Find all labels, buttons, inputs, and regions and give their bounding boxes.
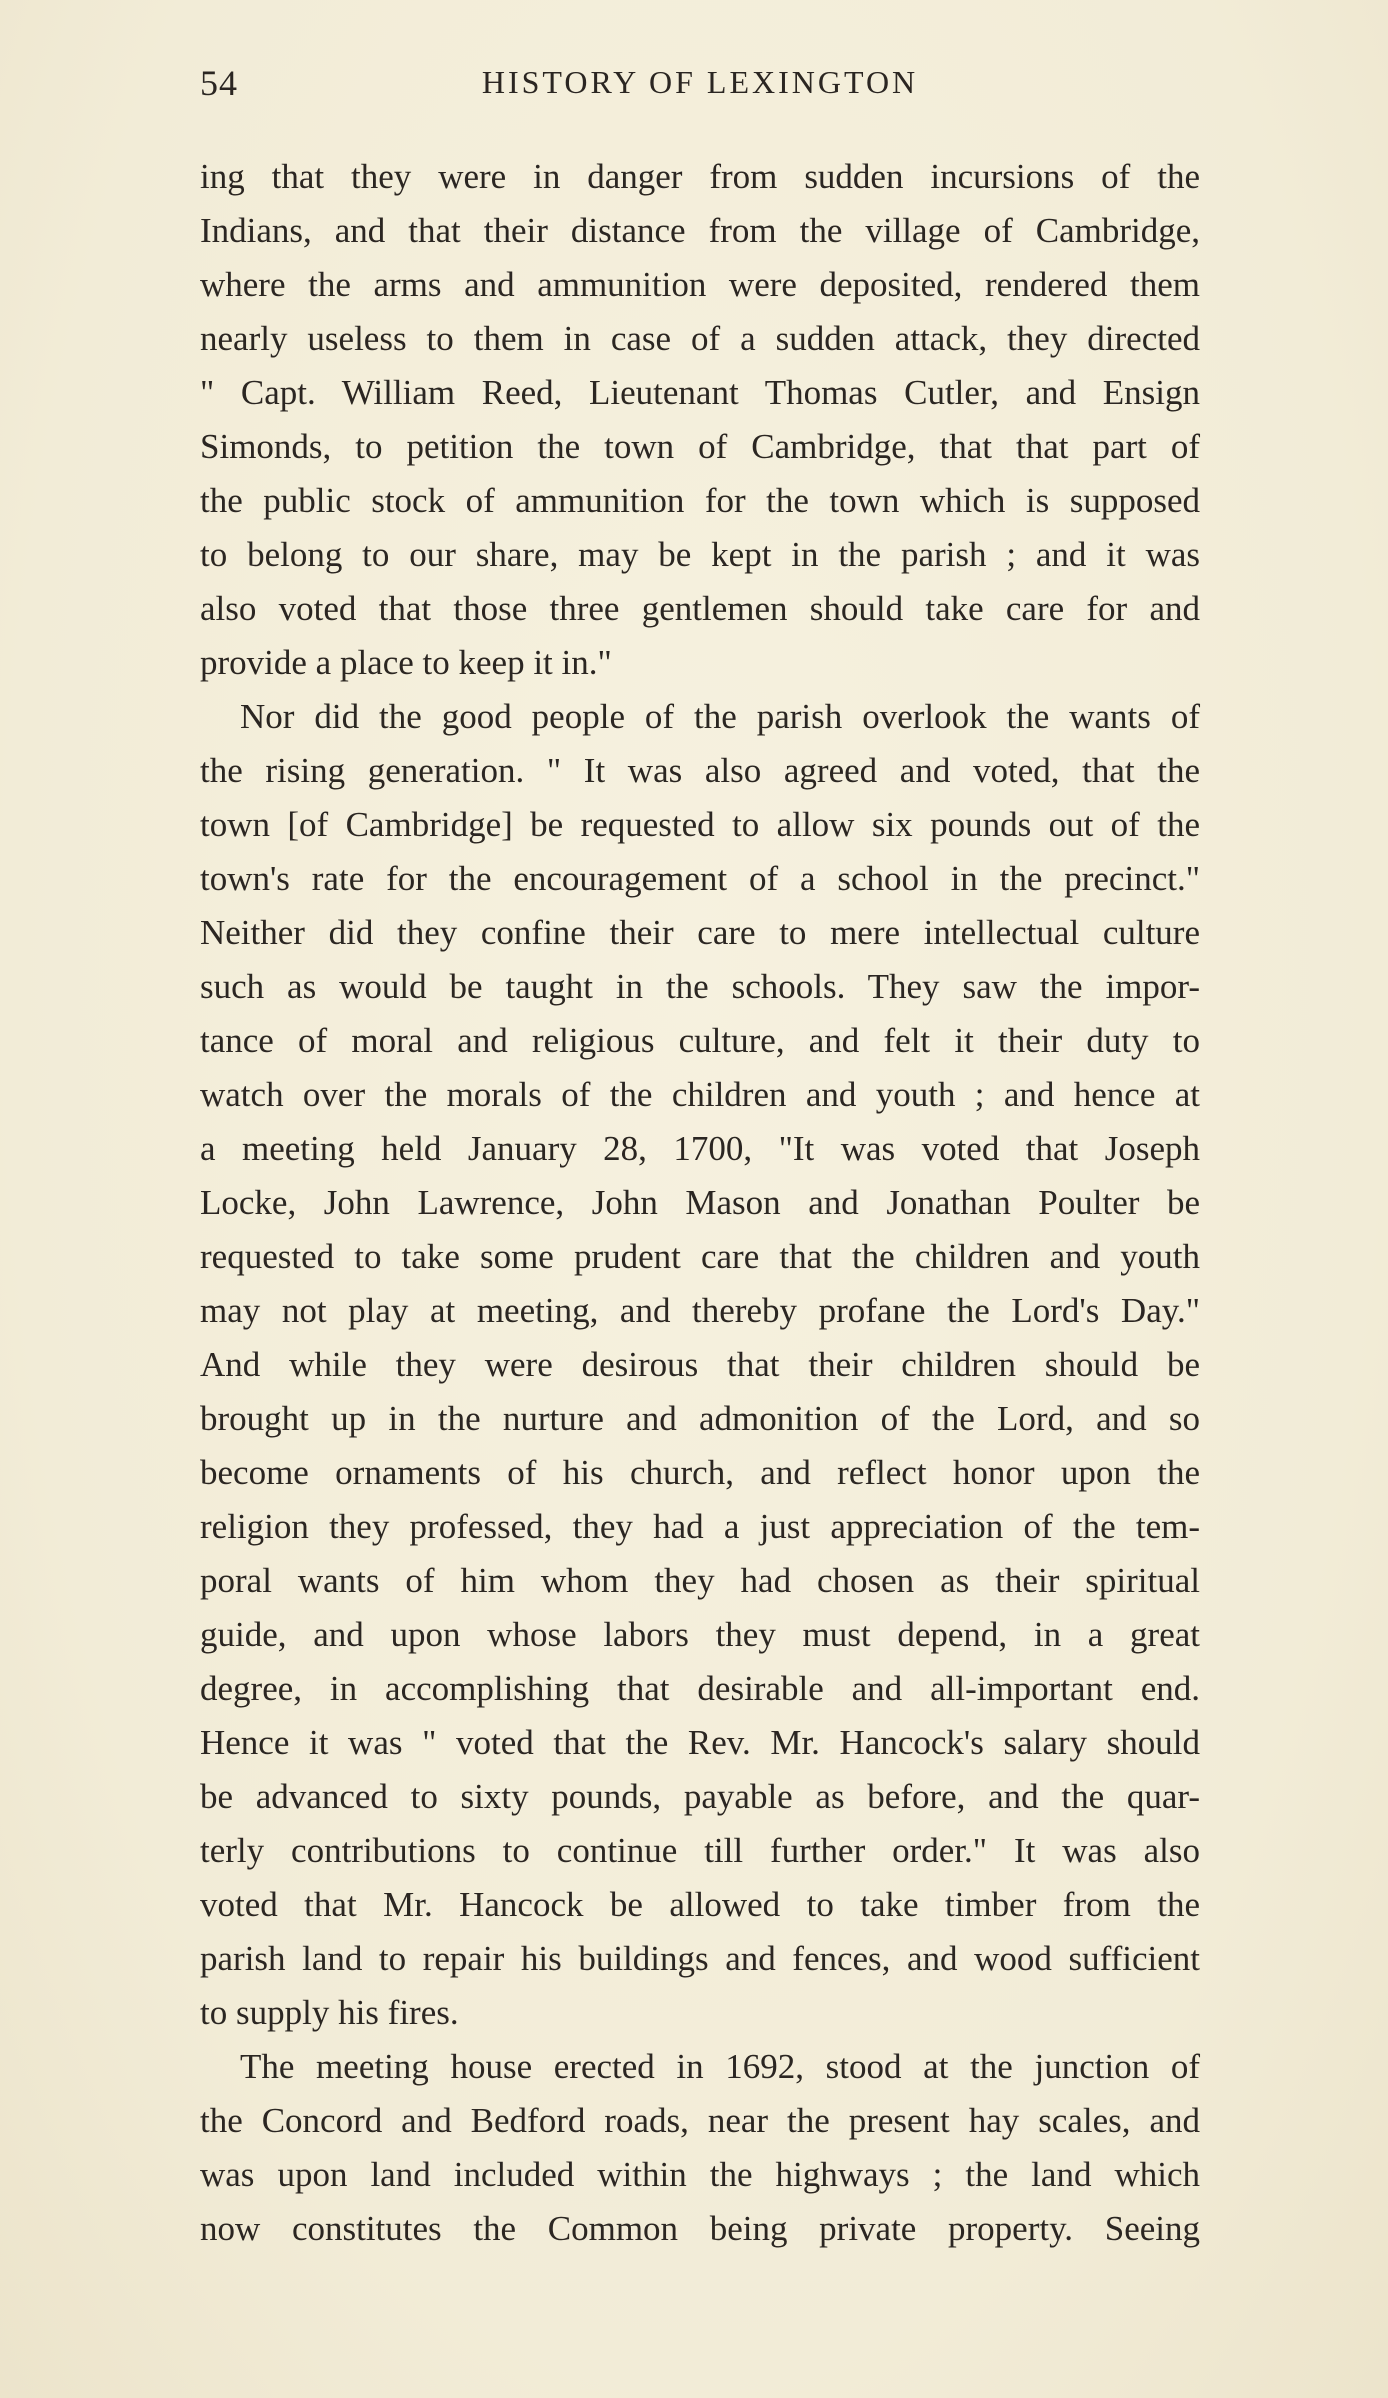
text-line: voted that Mr. Hancock be allowed to take timber from the bbox=[200, 1885, 1200, 1924]
text-line: a meeting held January 28, 1700, "It was voted that Joseph bbox=[200, 1129, 1200, 1168]
text-line: " Capt. William Reed, Lieutenant Thomas Cutler, and Ensign bbox=[200, 373, 1200, 412]
running-head bbox=[200, 62, 1200, 112]
text-line: And while they were desirous that their children should be bbox=[200, 1345, 1200, 1384]
text-line: become ornaments of his church, and reflect honor upon the bbox=[200, 1453, 1200, 1492]
text-line: such as would be taught in the schools. They saw the impor- bbox=[200, 967, 1200, 1006]
text-line: now constitutes the Common being private property. Seeing bbox=[200, 2209, 1200, 2248]
text-line: Indians, and that their distance from the village of Cambridge, bbox=[200, 211, 1200, 250]
text-line: provide a place to keep it in." bbox=[200, 643, 612, 682]
text-line: brought up in the nurture and admonition of the Lord, and so bbox=[200, 1399, 1200, 1438]
text-line: was upon land included within the highways ; the land which bbox=[200, 2155, 1200, 2194]
text-line: Neither did they confine their care to mere intellectual culture bbox=[200, 913, 1200, 952]
running-head-title: HISTORY OF LEXINGTON bbox=[481, 64, 919, 100]
text-line: religion they professed, they had a just appreciation of the tem- bbox=[200, 1507, 1200, 1546]
text-line: Simonds, to petition the town of Cambridge, that that part of bbox=[200, 427, 1200, 466]
page-number: 54 bbox=[200, 63, 238, 103]
text-line: to belong to our share, may be kept in the parish ; and it was bbox=[200, 535, 1200, 574]
text-line: town [of Cambridge] be requested to allow six pounds out of the bbox=[200, 805, 1200, 844]
body-text bbox=[200, 150, 1200, 2256]
text-line: nearly useless to them in case of a sudden attack, they directed bbox=[200, 319, 1200, 358]
text-line: parish land to repair his buildings and fences, and wood sufficient bbox=[200, 1939, 1200, 1978]
text-line: Nor did the good people of the parish overlook the wants of bbox=[240, 697, 1200, 736]
text-line: Locke, John Lawrence, John Mason and Jonathan Poulter be bbox=[200, 1183, 1200, 1222]
text-line: requested to take some prudent care that the children and youth bbox=[200, 1237, 1200, 1276]
text-line: town's rate for the encouragement of a school in the precinct." bbox=[200, 859, 1200, 898]
text-line: degree, in accomplishing that desirable and all-important end. bbox=[200, 1669, 1200, 1708]
text-line: guide, and upon whose labors they must depend, in a great bbox=[200, 1615, 1200, 1654]
text-line: also voted that those three gentlemen should take care for and bbox=[200, 589, 1200, 628]
text-line: tance of moral and religious culture, and felt it their duty to bbox=[200, 1021, 1200, 1060]
text-line: The meeting house erected in 1692, stood at the junction of bbox=[240, 2047, 1200, 2086]
text-line: watch over the morals of the children and youth ; and hence at bbox=[200, 1075, 1200, 1114]
text-line: Hence it was " voted that the Rev. Mr. Hancock's salary should bbox=[200, 1723, 1200, 1762]
text-line: may not play at meeting, and thereby profane the Lord's Day." bbox=[200, 1291, 1200, 1330]
text-line: where the arms and ammunition were deposited, rendered them bbox=[200, 265, 1200, 304]
text-line: the rising generation. " It was also agreed and voted, that the bbox=[200, 751, 1200, 790]
text-line: ing that they were in danger from sudden incursions of the bbox=[200, 157, 1200, 196]
text-line: the public stock of ammunition for the town which is supposed bbox=[200, 481, 1200, 520]
text-line: the Concord and Bedford roads, near the present hay scales, and bbox=[200, 2101, 1200, 2140]
text-line: be advanced to sixty pounds, payable as before, and the quar- bbox=[200, 1777, 1200, 1816]
text-line: terly contributions to continue till further order." It was also bbox=[200, 1831, 1200, 1870]
text-line: poral wants of him whom they had chosen as their spiritual bbox=[200, 1561, 1200, 1600]
text-line: to supply his fires. bbox=[200, 1993, 459, 2032]
